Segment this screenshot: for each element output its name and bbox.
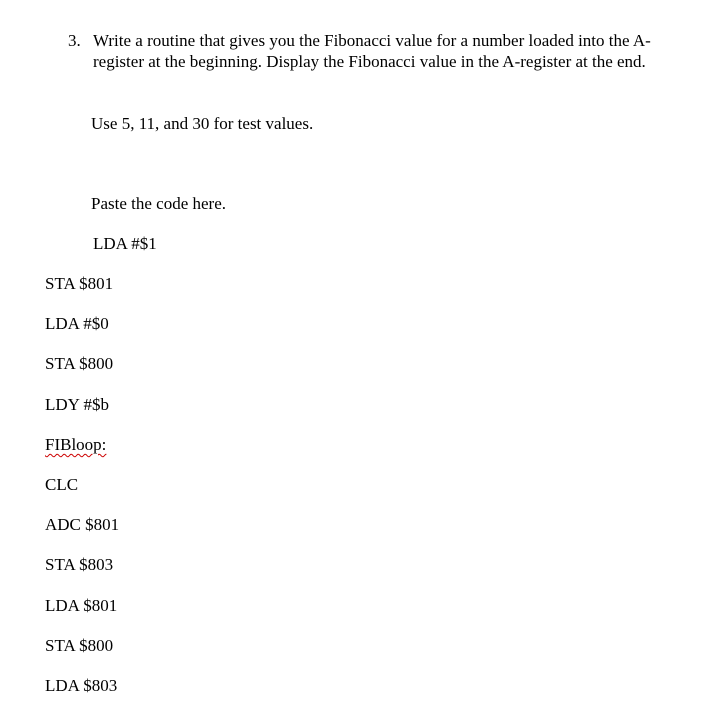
test-values-text: Use 5, 11, and 30 for test values. (91, 114, 314, 133)
code-line: LDY #$b (45, 394, 110, 414)
code-line: STA $800 (45, 354, 114, 374)
code-line: STA $803 (45, 555, 114, 575)
code-line: STA $800 (45, 635, 114, 655)
code-lines (45, 273, 119, 715)
code-line-label (45, 434, 119, 474)
question-text: Write a routine that gives you the Fibonacci value for a number loaded into the A-register at the beginning. Display the Fibonacci value in the A-register at the end. (93, 31, 651, 71)
paste-instruction: Paste the code here. (91, 194, 226, 213)
code-line: LDA $801 (45, 595, 118, 615)
code-line: STA $801 (45, 274, 114, 293)
spellcheck-underlined-word: FIBloop: (45, 434, 107, 454)
question-number: 3. (68, 31, 81, 50)
code-line-first: LDA #$1 (93, 234, 157, 253)
code-line: CLC (45, 474, 79, 494)
code-line: ADC $801 (45, 515, 120, 535)
code-line: LDA #$0 (45, 314, 109, 334)
code-line: LDA $803 (45, 675, 118, 695)
